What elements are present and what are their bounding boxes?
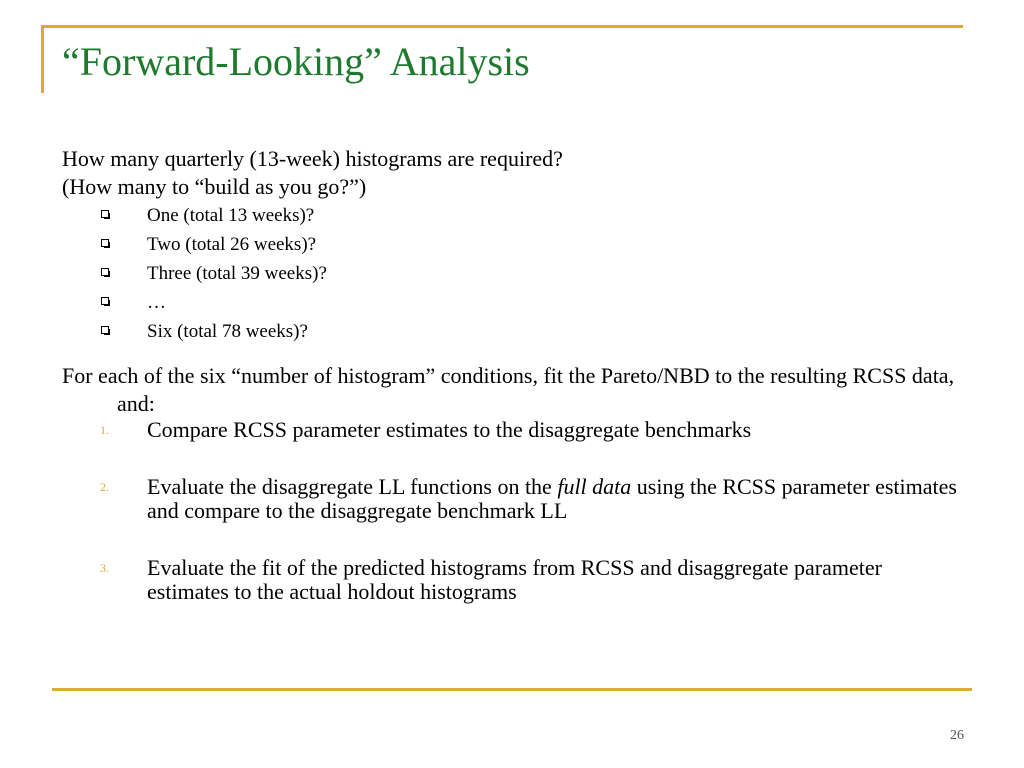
step-text: Evaluate the fit of the predicted histograms from RCSS and disaggregate parameter estimates to the actual holdout histograms bbox=[147, 555, 882, 604]
square-bullet-icon bbox=[101, 239, 109, 247]
option-list bbox=[62, 201, 962, 346]
step-text: Compare RCSS parameter estimates to the disaggregate benchmarks bbox=[147, 417, 752, 442]
option-label: Three (total 39 weeks)? bbox=[147, 263, 327, 284]
step-number: 3. bbox=[100, 561, 109, 575]
option-item bbox=[62, 259, 962, 288]
option-item bbox=[62, 317, 962, 346]
step-emphasis: full data bbox=[557, 474, 632, 499]
slide-title: “Forward-Looking” Analysis bbox=[62, 39, 530, 84]
title-accent-horizontal-rule bbox=[41, 25, 963, 28]
page-number: 26 bbox=[950, 728, 964, 743]
option-label: … bbox=[147, 292, 166, 313]
step-number: 2. bbox=[100, 480, 109, 494]
intro-question: How many quarterly (13-week) histograms are required? bbox=[62, 146, 563, 171]
footer-rule bbox=[52, 688, 972, 691]
slide-body bbox=[62, 145, 962, 604]
option-item bbox=[62, 288, 962, 317]
step-item bbox=[62, 556, 962, 604]
step-item bbox=[62, 475, 962, 523]
option-item bbox=[62, 230, 962, 259]
option-item bbox=[62, 201, 962, 230]
square-bullet-icon bbox=[101, 297, 109, 305]
square-bullet-icon bbox=[101, 210, 109, 218]
square-bullet-icon bbox=[101, 326, 109, 334]
fit-paragraph: For each of the six “number of histogram” conditions, fit the Pareto/NBD to the resulting RCSS data, and: bbox=[62, 363, 955, 416]
option-label: Six (total 78 weeks)? bbox=[147, 321, 308, 342]
option-label: Two (total 26 weeks)? bbox=[147, 234, 317, 255]
intro-subquestion: (How many to “build as you go?”) bbox=[62, 174, 367, 199]
step-list bbox=[62, 418, 962, 604]
title-accent-vertical-rule bbox=[41, 25, 44, 93]
step-number: 1. bbox=[100, 423, 109, 437]
option-label: One (total 13 weeks)? bbox=[147, 205, 315, 226]
step-text-start: Evaluate the disaggregate LL functions on the bbox=[147, 474, 558, 499]
square-bullet-icon bbox=[101, 268, 109, 276]
step-text-end: using the RCSS parameter estimates and compare to the disaggregate benchmark LL bbox=[147, 474, 957, 523]
step-item bbox=[62, 418, 962, 442]
